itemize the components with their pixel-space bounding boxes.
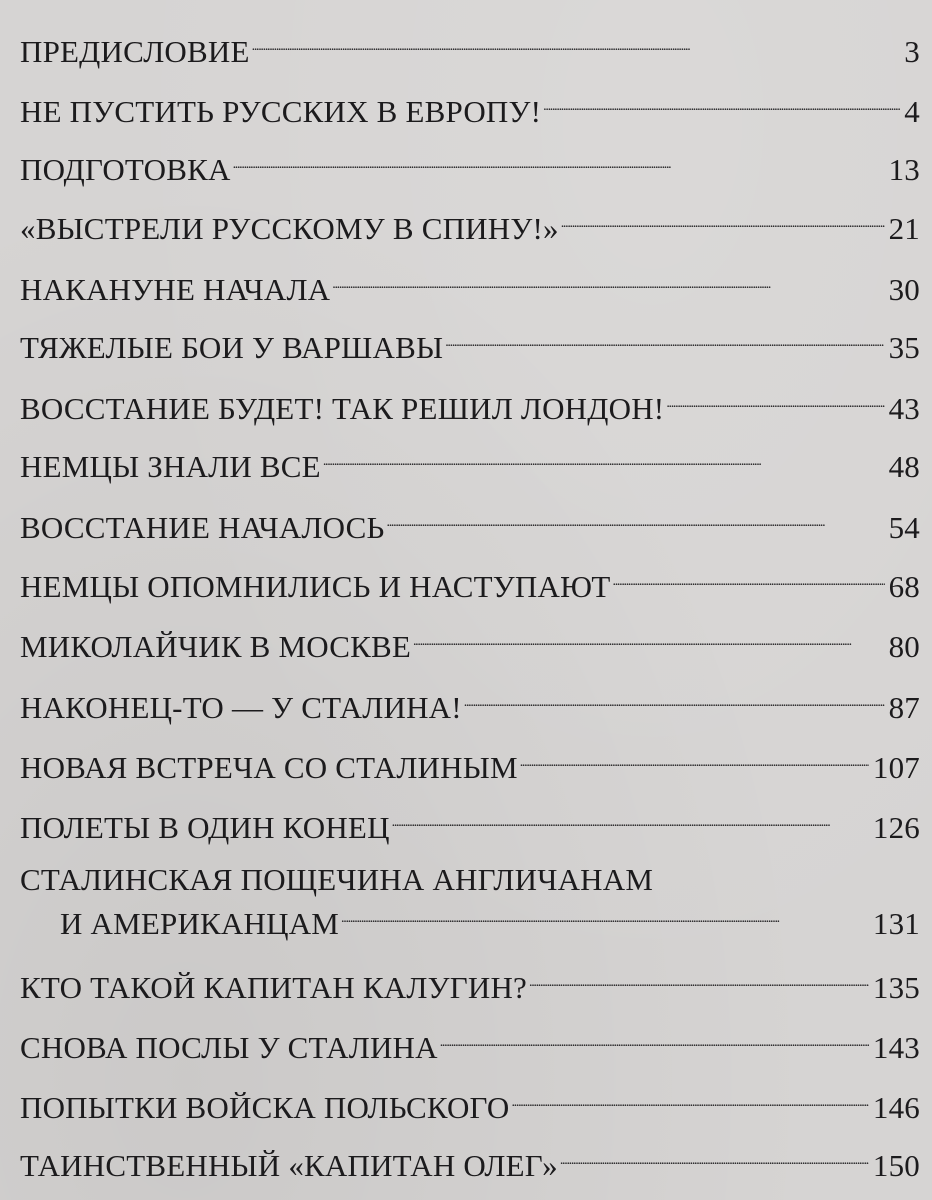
toc-entry[interactable] bbox=[20, 862, 920, 941]
dot-leader bbox=[392, 802, 869, 838]
toc-entry-title: ТЯЖЕЛЫЕ БОИ У ВАРШАВЫ bbox=[20, 330, 444, 365]
dot-leader bbox=[520, 742, 869, 778]
toc-entry-page: 87 bbox=[888, 690, 920, 725]
toc-entry[interactable] bbox=[20, 1082, 920, 1125]
toc-entry[interactable] bbox=[20, 962, 920, 1005]
dot-leader bbox=[613, 561, 885, 597]
dot-leader bbox=[323, 441, 885, 477]
toc-entry-page: 43 bbox=[888, 391, 920, 426]
dot-leader bbox=[560, 1140, 869, 1176]
toc-entry-page: 13 bbox=[888, 152, 920, 187]
toc-entry-title: НЕ ПУСТИТЬ РУССКИХ В ЕВРОПУ! bbox=[20, 94, 542, 129]
toc-entry[interactable] bbox=[20, 561, 920, 604]
dot-leader bbox=[332, 264, 884, 300]
toc-entry[interactable] bbox=[20, 802, 920, 845]
toc-entry-page: 4 bbox=[904, 94, 920, 129]
dot-leader bbox=[233, 144, 885, 180]
toc-entry-page: 30 bbox=[888, 272, 920, 307]
toc-entry-title: ВОССТАНИЕ НАЧАЛОСЬ bbox=[20, 510, 385, 545]
dot-leader bbox=[413, 621, 885, 657]
toc-entry[interactable] bbox=[20, 86, 920, 129]
dot-leader bbox=[252, 26, 901, 62]
dot-leader bbox=[529, 962, 869, 998]
toc-entry-page: 131 bbox=[872, 906, 920, 941]
toc-entry[interactable] bbox=[20, 264, 920, 307]
toc-entry-title: ПРЕДИСЛОВИЕ bbox=[20, 34, 250, 69]
toc-entry-title-line2: И АМЕРИКАНЦАМ bbox=[60, 906, 340, 941]
toc-entry-title: ВОССТАНИЕ БУДЕТ! ТАК РЕШИЛ ЛОНДОН! bbox=[20, 391, 665, 426]
dot-leader bbox=[341, 898, 869, 934]
toc-entry-title: НЕМЦЫ ОПОМНИЛИСЬ И НАСТУПАЮТ bbox=[20, 569, 611, 604]
toc-entry-title: КТО ТАКОЙ КАПИТАН КАЛУГИН? bbox=[20, 970, 527, 1005]
toc-entry-title: СНОВА ПОСЛЫ У СТАЛИНА bbox=[20, 1030, 438, 1065]
dot-leader bbox=[511, 1082, 868, 1118]
toc-entry-title: МИКОЛАЙЧИК В МОСКВЕ bbox=[20, 629, 411, 664]
toc-entry-title: ПОЛЕТЫ В ОДИН КОНЕЦ bbox=[20, 810, 390, 845]
dot-leader bbox=[445, 322, 884, 358]
toc-entry-title: «ВЫСТРЕЛИ РУССКОМУ В СПИНУ!» bbox=[20, 211, 559, 246]
toc-entry-page: 35 bbox=[888, 330, 920, 365]
toc-entry[interactable] bbox=[20, 441, 920, 484]
toc-entry-title: ПОПЫТКИ ВОЙСКА ПОЛЬСКОГО bbox=[20, 1090, 510, 1125]
dot-leader bbox=[666, 383, 884, 419]
toc-entry[interactable] bbox=[20, 322, 920, 365]
toc-entry[interactable] bbox=[20, 203, 920, 246]
toc-entry-page: 80 bbox=[888, 629, 920, 664]
toc-entry[interactable] bbox=[20, 26, 920, 69]
toc-entry-page: 143 bbox=[872, 1030, 920, 1065]
toc-entry-page: 126 bbox=[872, 810, 920, 845]
toc-entry-page: 21 bbox=[888, 211, 920, 246]
toc-entry-page: 107 bbox=[872, 750, 920, 785]
toc-entry-page: 54 bbox=[888, 510, 920, 545]
toc-entry-page: 150 bbox=[872, 1148, 920, 1183]
toc-entry-page: 3 bbox=[904, 34, 920, 69]
toc-entry-title: НАКОНЕЦ-ТО — У СТАЛИНА! bbox=[20, 690, 462, 725]
toc-entry[interactable] bbox=[20, 144, 920, 187]
toc-entry-page: 48 bbox=[888, 449, 920, 484]
dot-leader bbox=[543, 86, 900, 122]
dot-leader bbox=[561, 203, 885, 239]
dot-leader bbox=[440, 1022, 869, 1058]
dot-leader bbox=[464, 682, 885, 718]
toc-entry-title: НАКАНУНЕ НАЧАЛА bbox=[20, 272, 331, 307]
toc-entry-page: 135 bbox=[872, 970, 920, 1005]
toc-entry-title: ТАИНСТВЕННЫЙ «КАПИТАН ОЛЕГ» bbox=[20, 1148, 558, 1183]
toc-entry[interactable] bbox=[20, 383, 920, 426]
dot-leader bbox=[387, 502, 885, 538]
toc-entry-title: НЕМЦЫ ЗНАЛИ ВСЕ bbox=[20, 449, 321, 484]
toc-entry[interactable] bbox=[20, 682, 920, 725]
toc-entry[interactable] bbox=[20, 502, 920, 545]
toc-entry-title: ПОДГОТОВКА bbox=[20, 152, 231, 187]
toc-entry[interactable] bbox=[20, 1022, 920, 1065]
toc-entry[interactable] bbox=[20, 1140, 920, 1183]
toc-entry-title-line1: СТАЛИНСКАЯ ПОЩЕЧИНА АНГЛИЧАНАМ bbox=[20, 862, 654, 897]
toc-entry-page: 146 bbox=[872, 1090, 920, 1125]
toc-entry[interactable] bbox=[20, 621, 920, 664]
toc-entry-page: 68 bbox=[888, 569, 920, 604]
toc-entry[interactable] bbox=[20, 742, 920, 785]
toc-entry-title: НОВАЯ ВСТРЕЧА СО СТАЛИНЫМ bbox=[20, 750, 518, 785]
